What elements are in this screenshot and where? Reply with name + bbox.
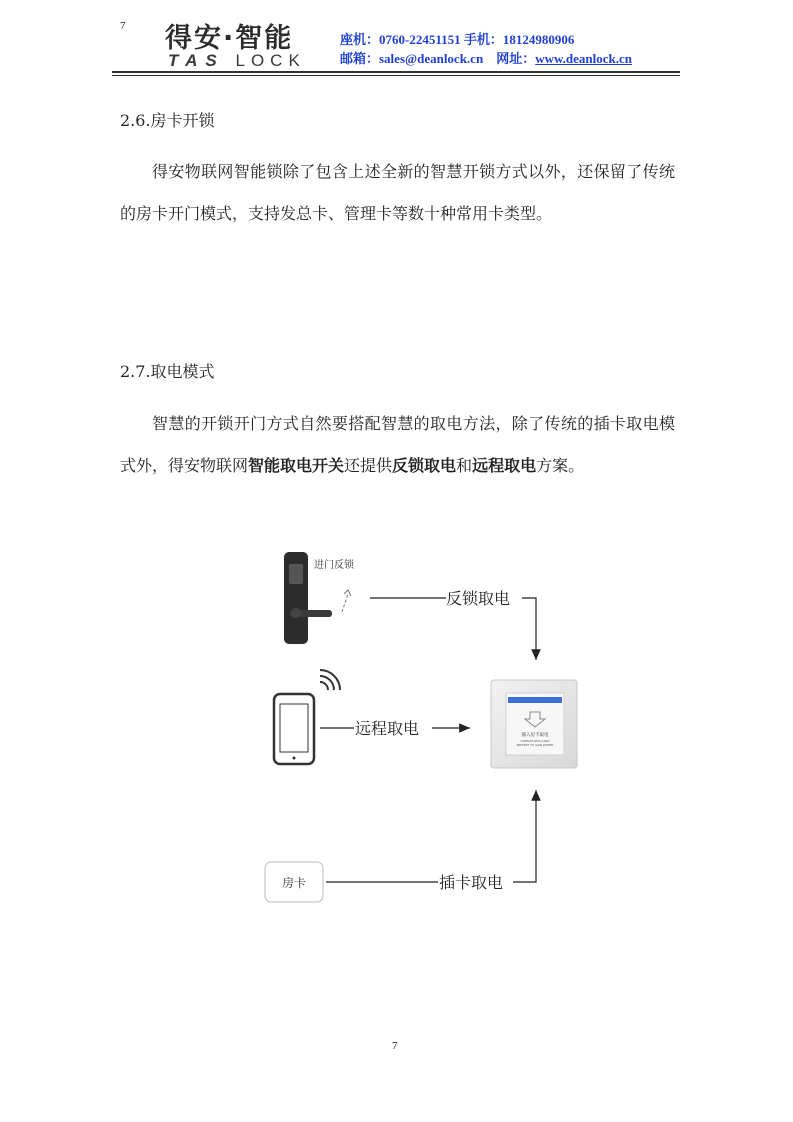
contact-email: 邮箱：sales@deanlock.cn xyxy=(340,51,484,66)
reverse-lock-arrow xyxy=(522,598,536,660)
switch-label-en1: CONTACTLESS CARD xyxy=(520,739,550,743)
para-text-3: 和 xyxy=(456,456,473,475)
switch-label-en2: PRESENT TO GAIN POWER xyxy=(516,743,554,747)
contact-phones: 座机：0760-22451151 手机：18124980906 xyxy=(340,32,575,47)
para-text-1: 智慧的开锁开门方式自然要搭配智慧的取电方法，除了传统的插卡取电模式外，得安物联网 xyxy=(120,414,675,475)
bold-remote-power: 远程取电 xyxy=(472,456,537,475)
reverse-lock-power-label: 反锁取电 xyxy=(446,589,511,608)
section-heading-2-7: 2.7.取电模式 xyxy=(120,362,215,381)
header-page-number: 7 xyxy=(120,20,126,32)
website-link[interactable]: www.deanlock.cn xyxy=(535,51,632,66)
insert-card-power-label: 插卡取电 xyxy=(439,873,504,892)
bold-reverse-lock-power: 反锁取电 xyxy=(392,456,457,475)
remote-power-label: 远程取电 xyxy=(355,719,420,738)
smartphone-icon xyxy=(274,694,314,764)
room-card-label: 房卡 xyxy=(281,876,307,890)
lock-direction-arrow xyxy=(342,594,348,612)
logo-brand: TAS xyxy=(168,51,225,70)
power-switch-icon xyxy=(491,680,577,768)
para-text-4: 方案。 xyxy=(536,456,585,475)
website-label: 网址： xyxy=(496,51,536,66)
paragraph-2-6: 得安物联网智能锁除了包含上述全新的智慧开锁方式以外，还保留了传统的房卡开门模式，支持发总卡、管理卡等数十种常用卡类型。 xyxy=(120,162,675,223)
lock-label: 进门反锁 xyxy=(314,560,354,571)
switch-label-cn: 插入房卡取电 xyxy=(521,733,549,738)
company-logo-chinese: 得安·智能 xyxy=(165,23,294,54)
footer-page-number: 7 xyxy=(392,1040,398,1052)
wireless-signal-icon xyxy=(320,670,340,690)
insert-card-arrow xyxy=(513,790,536,882)
bold-smart-power-switch: 智能取电开关 xyxy=(248,456,345,475)
section-heading-2-6: 2.6.房卡开锁 xyxy=(120,111,215,130)
logo-suffix: LOCK xyxy=(235,51,306,70)
para-text-2: 还提供 xyxy=(344,456,393,475)
